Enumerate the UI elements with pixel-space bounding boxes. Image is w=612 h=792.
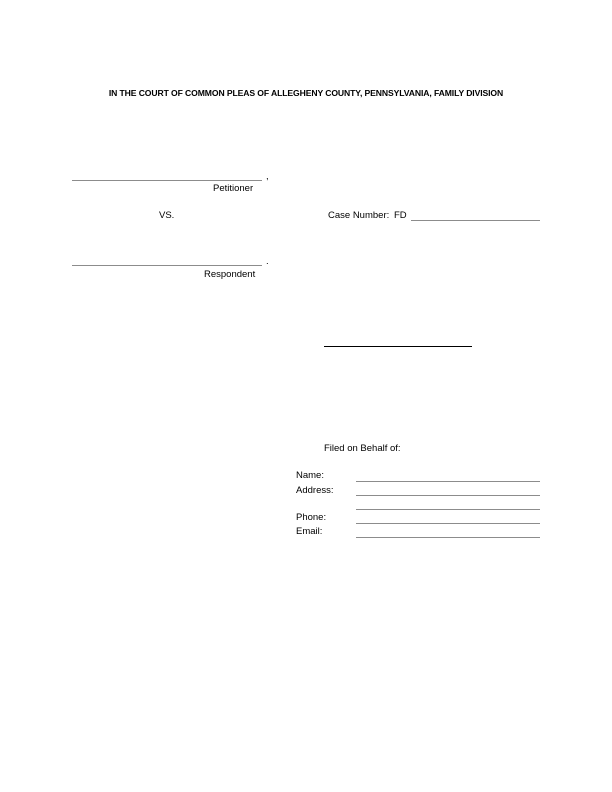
email-label: Email: [296,526,323,537]
versus-label: VS. [159,210,175,221]
document-title-line[interactable] [324,346,472,347]
address-label: Address: [296,485,334,496]
address-field-line-1[interactable] [356,495,540,496]
petitioner-comma: , [266,171,269,182]
petitioner-name-line[interactable] [72,180,262,181]
email-field-line[interactable] [356,537,540,538]
respondent-name-line[interactable] [72,265,262,266]
case-number-line[interactable] [411,220,540,221]
filed-on-behalf-label: Filed on Behalf of: [324,443,401,454]
phone-field-line[interactable] [356,523,540,524]
case-number-prefix: FD [394,210,407,221]
name-label: Name: [296,470,324,481]
name-field-line[interactable] [356,481,540,482]
court-caption: IN THE COURT OF COMMON PLEAS OF ALLEGHENY COUNTY, PENNSYLVANIA, FAMILY DIVISION [108,88,504,98]
respondent-period: . [266,256,269,267]
case-number-label: Case Number: [328,210,390,221]
petitioner-label: Petitioner [213,183,254,194]
address-field-line-2[interactable] [356,509,540,510]
respondent-label: Respondent [204,269,256,280]
phone-label: Phone: [296,512,327,523]
